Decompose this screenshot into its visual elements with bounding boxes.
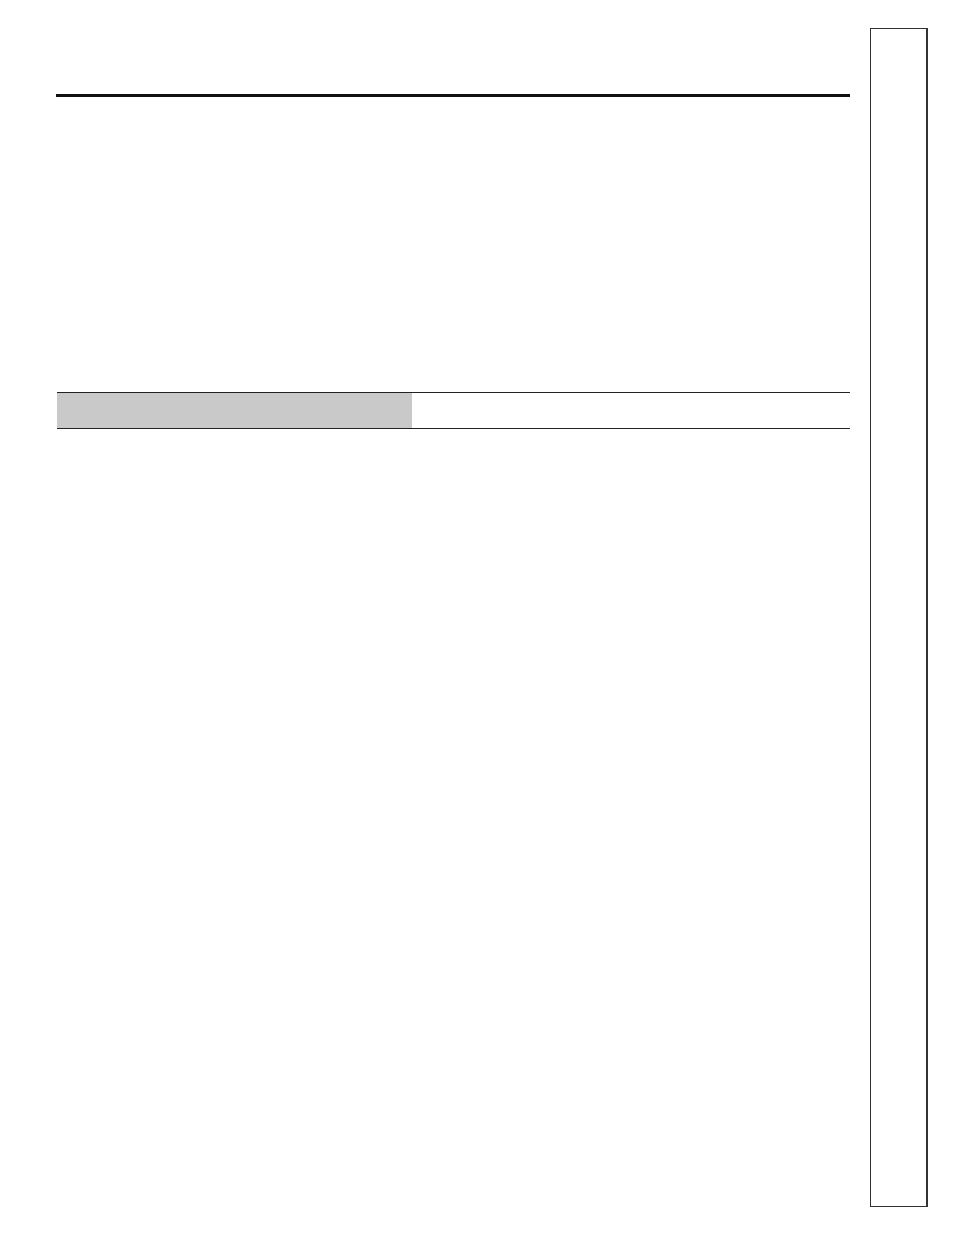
- intro-text: [263, 110, 853, 119]
- header-microwave: [412, 393, 675, 429]
- header-utensils: [57, 393, 412, 429]
- title-rule: [56, 94, 850, 97]
- side-tabs: [870, 28, 928, 1207]
- header-grill: [675, 393, 850, 429]
- table-header-row: [57, 393, 850, 429]
- utensils-table: [57, 392, 850, 429]
